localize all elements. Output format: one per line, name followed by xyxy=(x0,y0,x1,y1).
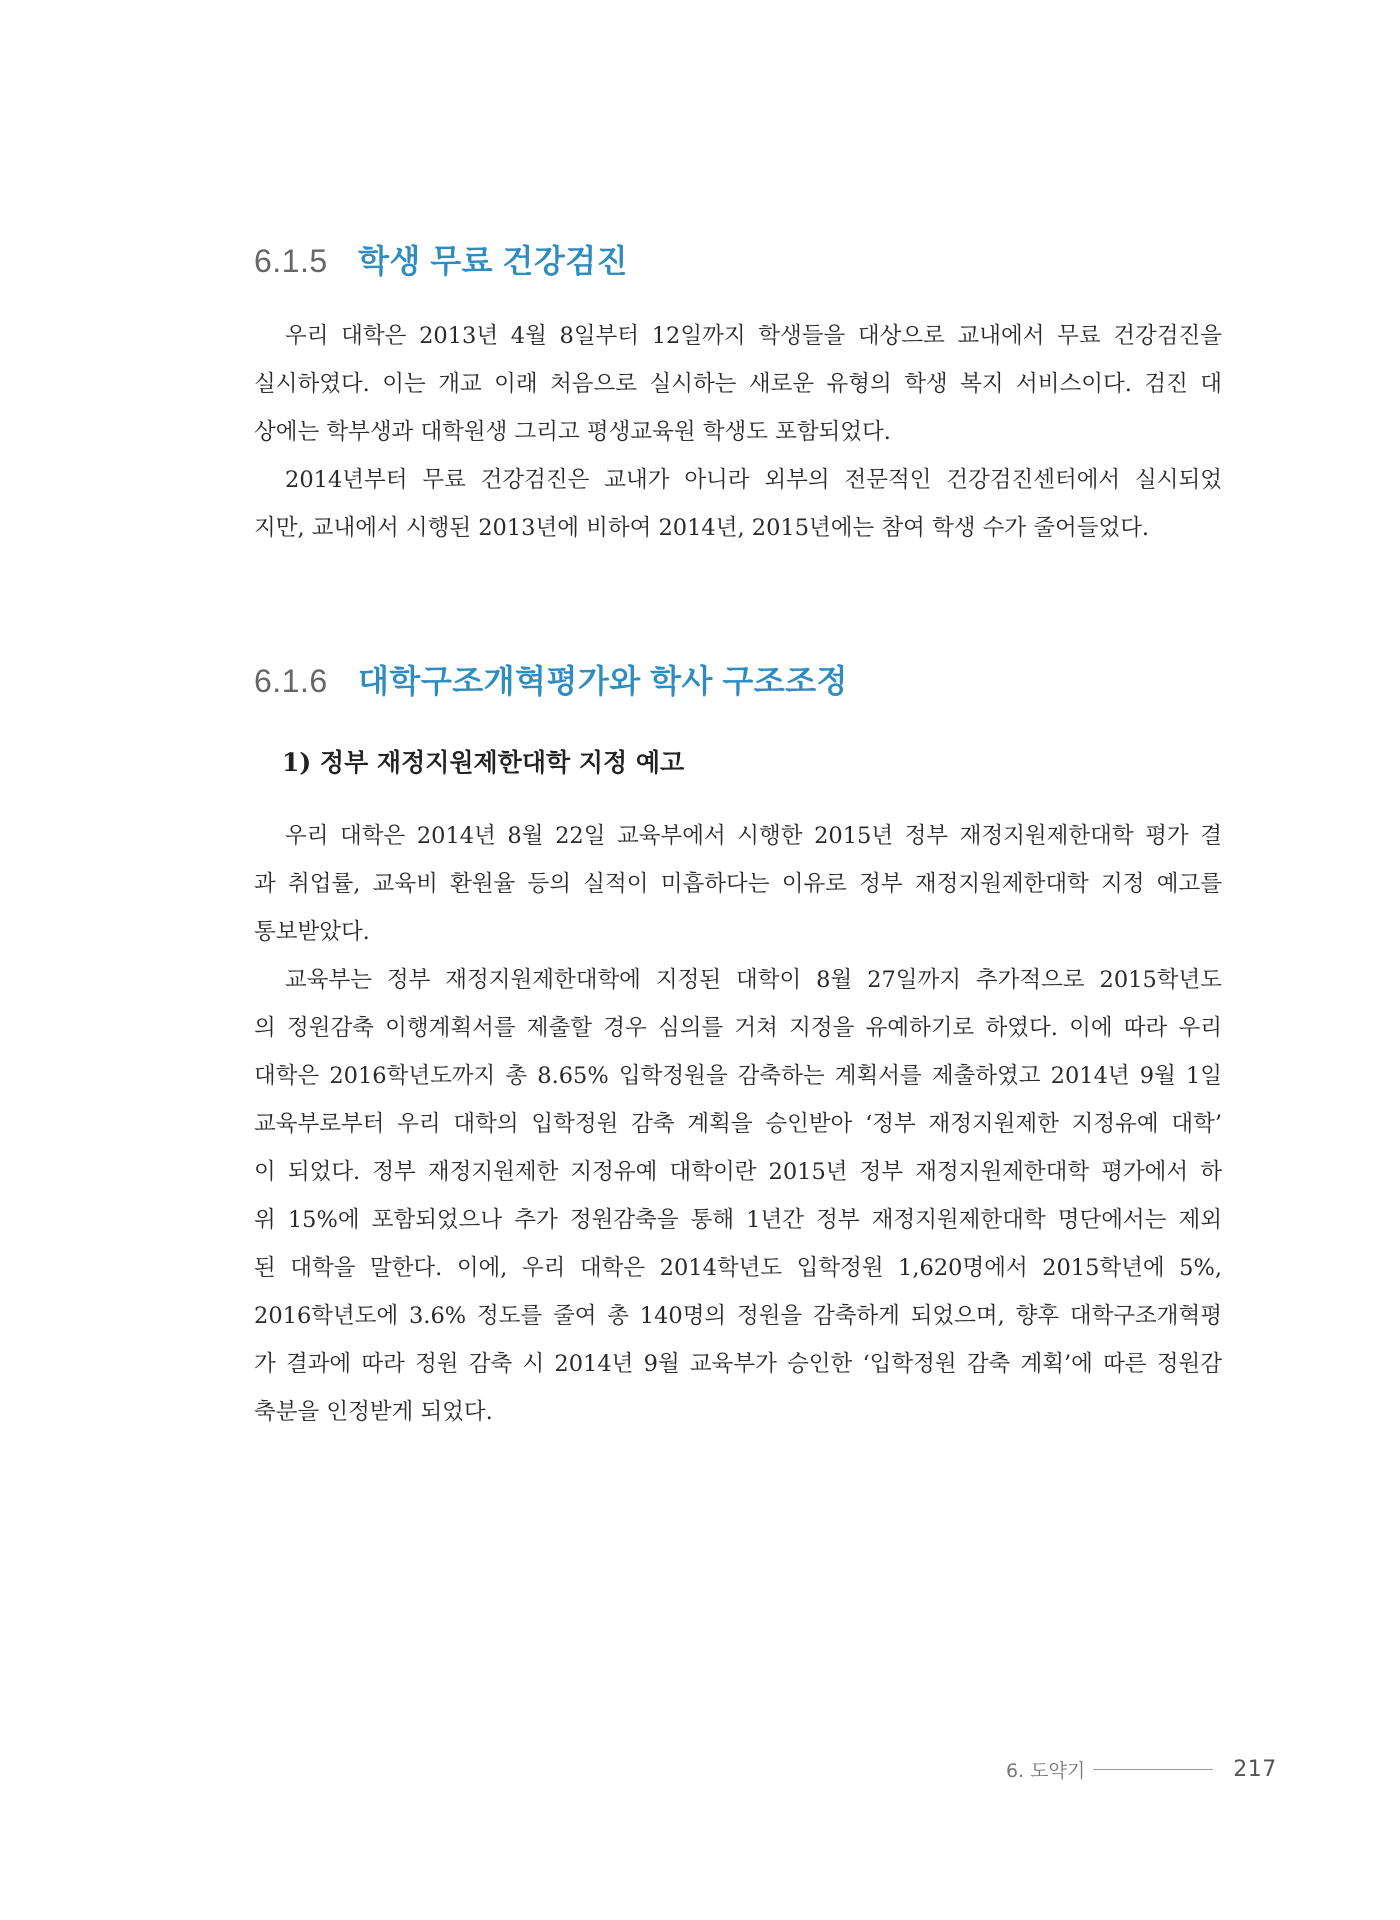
paragraph-designation-2 xyxy=(254,956,1222,1436)
text-line: 지만, 교내에서 시행된 2013년에 비하여 2014년, 2015년에는 참여 학생 수가 줄어들었다. xyxy=(254,515,1150,541)
section-number: 6.1.6 xyxy=(254,663,328,699)
section-title: 대학구조개혁평가와 학사 구조조정 xyxy=(358,663,848,699)
text-line: 대학은 2016학년도까지 총 8.65% 입학정원을 감축하는 계획서를 제출하였고 2014년 9월 1일 xyxy=(254,1063,1222,1089)
text-line: 교육부는 정부 재정지원제한대학에 지정된 대학이 8월 27일까지 추가적으로 2015학년도 xyxy=(285,967,1222,993)
text-line: 위 15%에 포함되었으나 추가 정원감축을 통해 1년간 정부 재정지원제한대학 명단에서는 제외 xyxy=(254,1207,1222,1233)
text-line: 통보받았다. xyxy=(254,919,370,945)
footer-rule xyxy=(1093,1769,1213,1770)
text-line: 2014년부터 무료 건강검진은 교내가 아니라 외부의 전문적인 건강검진센터에서 실시되었 xyxy=(285,467,1222,493)
text-line: 상에는 학부생과 대학원생 그리고 평생교육원 학생도 포함되었다. xyxy=(254,419,891,445)
section-number: 6.1.5 xyxy=(254,243,328,279)
section-heading-6-1-6 xyxy=(254,656,848,702)
text-line: 된 대학을 말한다. 이에, 우리 대학은 2014학년도 입학정원 1,620명에서 2015학년에 5%, xyxy=(254,1255,1222,1281)
text-line: 가 결과에 따라 정원 감축 시 2014년 9월 교육부가 승인한 ‘입학정원 감축 계획’에 따른 정원감 xyxy=(254,1351,1222,1377)
text-line: 축분을 인정받게 되었다. xyxy=(254,1399,493,1425)
paragraph-health-checkup-2 xyxy=(254,456,1222,552)
page-footer xyxy=(1006,1754,1277,1784)
text-line: 교육부로부터 우리 대학의 입학정원 감축 계획을 승인받아 ‘정부 재정지원제한 지정유예 대학’ xyxy=(254,1111,1222,1137)
paragraph-health-checkup-1 xyxy=(254,312,1222,456)
text-line: 과 취업률, 교육비 환원율 등의 실적이 미흡하다는 이유로 정부 재정지원제한대학 지정 예고를 xyxy=(254,871,1222,897)
section-title: 학생 무료 건강검진 xyxy=(358,243,629,279)
chapter-label: 6. 도약기 xyxy=(1006,1759,1086,1782)
text-line: 2016학년도에 3.6% 정도를 줄여 총 140명의 정원을 감축하게 되었으며, 향후 대학구조개혁평 xyxy=(254,1303,1222,1329)
text-line: 이 되었다. 정부 재정지원제한 지정유예 대학이란 2015년 정부 재정지원제한대학 평가에서 하 xyxy=(254,1159,1222,1185)
subheading-designation-notice: 1) 정부 재정지원제한대학 지정 예고 xyxy=(282,748,685,777)
section-heading-6-1-5 xyxy=(254,236,628,282)
text-line: 우리 대학은 2013년 4월 8일부터 12일까지 학생들을 대상으로 교내에서 무료 건강검진을 xyxy=(285,323,1222,349)
page-number: 217 xyxy=(1233,1756,1277,1782)
paragraph-designation-1 xyxy=(254,812,1222,956)
text-line: 실시하였다. 이는 개교 이래 처음으로 실시하는 새로운 유형의 학생 복지 서비스이다. 검진 대 xyxy=(254,371,1222,397)
text-line: 의 정원감축 이행계획서를 제출할 경우 심의를 거쳐 지정을 유예하기로 하였다. 이에 따라 우리 xyxy=(254,1015,1222,1041)
text-line: 우리 대학은 2014년 8월 22일 교육부에서 시행한 2015년 정부 재정지원제한대학 평가 결 xyxy=(285,823,1222,849)
